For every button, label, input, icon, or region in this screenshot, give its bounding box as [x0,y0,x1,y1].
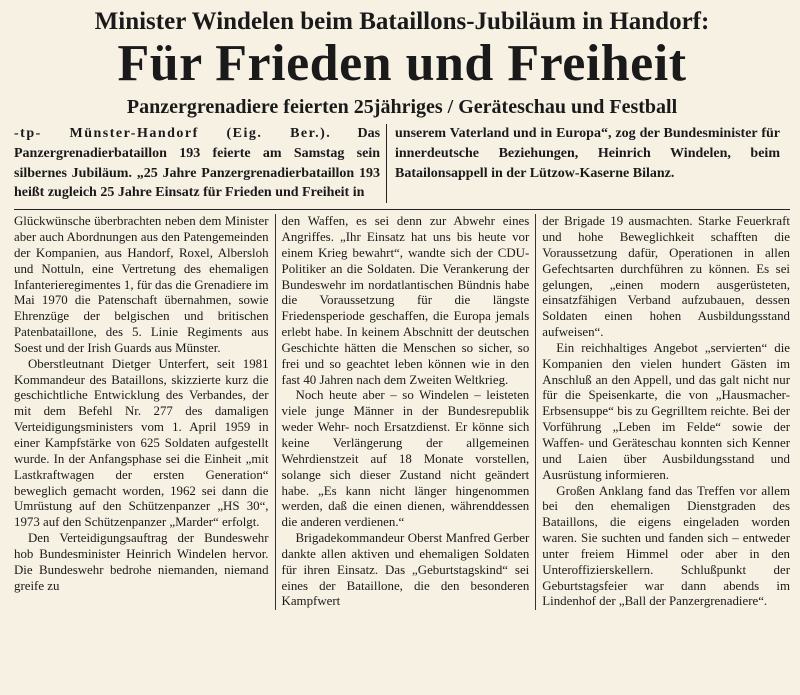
paragraph: Ein reichhaltiges Angebot „servierten“ die Kompanien den vielen hundert Gästen im Anschluß an den Appell, und das galt nicht nur für die Speisenkarte, die von „Hausmacher-Erbsensuppe“ bis zu Gegrilltem reichte. Bei der Vorführung „Leben im Felde“ sowie der Waffen- und Geräteschau konnten sich Kenner und Laien über Ausbildungsstand und Ausrüstung informieren. [542,340,790,482]
lead-left-text: Das Panzergrenadierbataillon 193 feierte am Samstag sein silbernes Jubiläum. „25 Jahre Panzergrenadierbataillon 193 heißt zugleich 25 Jahre Einsatz für Frieden und Freiheit in [14,126,381,201]
section-divider [14,209,790,210]
paragraph: Oberstleutnant Dietger Unterfert, seit 1981 Kommandeur des Bataillons, skizzierte kurz die geschichtliche Entwicklung des Verbandes, der mit dem Befehl Nr. 277 des damaligen Verteidigungsministers vom 1. April 1959 in einer Kampfstärke von 625 Soldaten aufgestellt wurde. In der Anfangsphase sei die Einheit „mit Lastkraftwagen der ersten Generation“ beweglich gemacht worden, 1962 sei dann die Umrüstung auf den Schützenpanzer „HS 30“, 1973 auf den Schützenpanzer „Marder“ erfolgt. [14,356,269,530]
paragraph: Noch heute aber – so Windelen – leisteten viele junge Männer in der Bundesrepublik weder Wehr- noch Ersatzdienst. Er könne sich keine Verlängerung der allgemeinen Wehrdienstzeit auf 18 Monate vorstellen, solange sich dieser Zustand nicht geändert habe. „Es kann nicht länger hingenommen werden, daß die einen dienen, währenddessen die anderen verdienen.“ [281,388,530,530]
subheadline: Panzergrenadiere feierten 25jähriges / Geräteschau und Festball [126,96,678,118]
body-column-2 [275,214,536,610]
paragraph: Brigadekommandeur Oberst Manfred Gerber dankte allen aktiven und ehemaligen Soldaten für ihren Einsatz. Das „Geburtstagskind“ sei eines der Bataillone, die den besonderen Kampfwert [281,531,530,609]
paragraph: den Waffen, es sei denn zur Abwehr eines Angriffes. „Ihr Einsatz hat uns bis heute vor einem Krieg bewahrt“, wandte sich der CDU-Politiker an die Soldaten. Die Verankerung der Bundeswehr im nordatlantischen Bündnis habe die Voraussetzung für die längste Friedensperiode geschaffen, die Europa jemals erlebt habe. In keinem Abschnitt der deutschen Geschichte hätten die Menschen so sicher, so frei und so geachtet leben können wie in den fast 40 Jahren nach dem Zweiten Weltkrieg. [281,214,530,387]
paragraph: Großen Anklang fand das Treffen vor allem bei den ehemaligen Dienstgraden des Bataillons, die eigens eingeladen worden waren. Sie suchten und fanden sich – entweder unter freiem Himmel oder aber in den Unteroffizierskellern. Schlußpunkt der Geburtstagsfeier war dann abends im Lindenhof der „Ball der Panzergrenadiere“. [542,483,790,609]
lead-left-column [14,124,386,203]
paragraph: der Brigade 19 ausmachten. Starke Feuerkraft und hohe Beweglichkeit schafften die Voraussetzung dafür, Operationen in allen Gefechtsarten durchführen zu können. Es sei gelungen, „einen modern ausgerüsteten, einsatzfähigen Verband aufzubauen, dessen Soldaten einen hohen Ausbildungsstand aufweisen“. [542,214,790,340]
lead-right-column [386,124,780,203]
paragraph: Den Verteidigungsauftrag der Bundeswehr hob Bundesminister Heinrich Windelen hervor. Die Bundeswehr bedrohe niemanden, niemand greife zu [14,531,269,593]
lead-right-text: unserem Vaterland und in Europa“, zog der Bundesminister für innerdeutsche Beziehungen, Heinrich Windelen, beim Batailonsappell in der Lützow-Kaserne Bilanz. [395,126,780,181]
body-column-3 [535,214,790,610]
body-column-1 [14,214,275,610]
dateline: -tp- Münster-Handorf (Eig. Ber.). [14,126,332,141]
kicker: Minister Windelen beim Bataillons-Jubiläum in Handorf: [94,8,710,35]
paragraph: Glückwünsche überbrachten neben dem Minister aber auch Abordnungen aus den Patengemeinden der Kompanien, aus Handorf, Roxel, Albersloh und Nottuln, eine Vertretung des ehemaligen Infanterieregimentes 1, für das die Grenadiere im Mai 1970 die Patenschaft übernahmen, sowie Ehrenzüge der belgischen und britischen Patenbataillone, des 5. Linie Regiments aus Soest und der Irish Guards aus Münster. [14,214,269,355]
lead-paragraph [14,124,790,203]
headline: Für Frieden und Freiheit [117,35,687,92]
body-columns [14,214,790,610]
